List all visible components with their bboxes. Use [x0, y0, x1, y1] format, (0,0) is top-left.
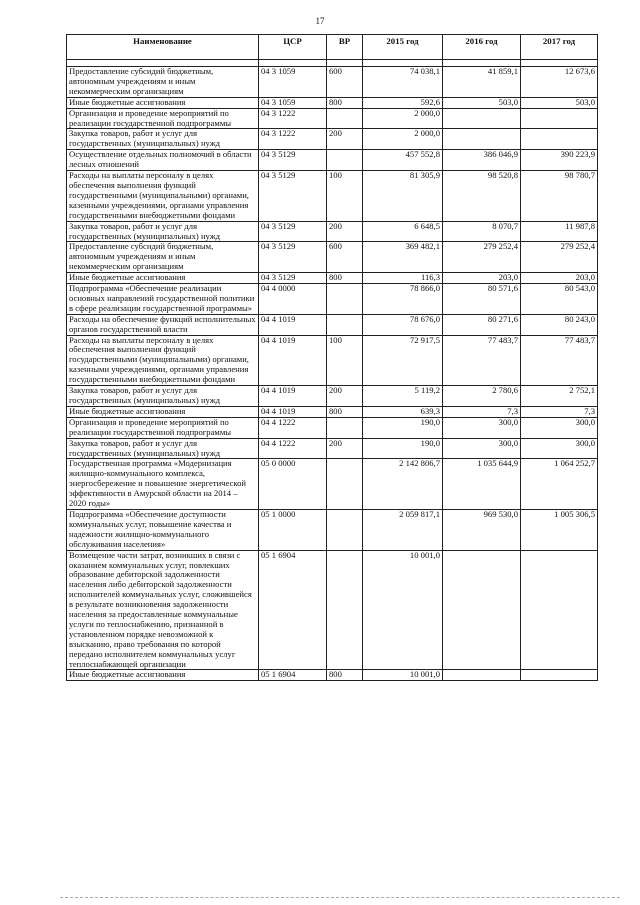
cell-vr: 200: [327, 221, 363, 242]
table-header-row: [67, 35, 598, 60]
cell-2017: 11 987,8: [521, 221, 598, 242]
cell-csr: 05 1 0000: [259, 509, 327, 550]
cell-name: Предоставление субсидий бюджетным, автономным учреждениям и иным некоммерческим организациям: [67, 67, 259, 98]
cell-2016: [443, 670, 521, 681]
cell-2015: 10 001,0: [363, 550, 443, 670]
cell-csr: 04 3 1222: [259, 129, 327, 150]
table-row: [67, 284, 598, 315]
cell-csr: 04 4 1222: [259, 417, 327, 438]
cell-vr: 600: [327, 67, 363, 98]
cell-2016: 80 271,6: [443, 314, 521, 335]
cell-name: Расходы на обеспечение функций исполнительных органов государственной власти: [67, 314, 259, 335]
cell-2015: 2 059 817,1: [363, 509, 443, 550]
cell-name: Предоставление субсидий бюджетным, автономным учреждениям и иным некоммерческим организациям: [67, 242, 259, 273]
table-row: [67, 386, 598, 407]
cell-csr: 04 3 5129: [259, 171, 327, 222]
page-number: 17: [315, 16, 325, 26]
cell-vr: 200: [327, 386, 363, 407]
cell-name: Закупка товаров, работ и услуг для государственных (муниципальных) нужд: [67, 438, 259, 459]
cell-name: Подпрограмма «Обеспечение доступности коммунальных услуг, повышение качества и надежности жилищно-коммунального обслуживания населения»: [67, 509, 259, 550]
cell-2016: [443, 108, 521, 129]
table-row: [67, 459, 598, 510]
table-row: [67, 550, 598, 670]
header-name: Наименование: [67, 35, 259, 60]
cell-2017: 12 673,6: [521, 67, 598, 98]
cell-vr: 800: [327, 273, 363, 284]
cell-csr: 04 3 5129: [259, 273, 327, 284]
cell-name: Расходы на выплаты персоналу в целях обеспечения выполнения функций государственными (муниципальными) органами, казенными учреждениями, органами управления государственными внебюджетными фондами: [67, 335, 259, 386]
table-row: [67, 314, 598, 335]
cell-2015: 369 482,1: [363, 242, 443, 273]
cell-2015: 78 676,0: [363, 314, 443, 335]
cell-2017: [521, 670, 598, 681]
cell-2017: 203,0: [521, 273, 598, 284]
cell-name: Закупка товаров, работ и услуг для государственных (муниципальных) нужд: [67, 221, 259, 242]
table-row: [67, 171, 598, 222]
cell-2015: 190,0: [363, 417, 443, 438]
cell-2016: 77 483,7: [443, 335, 521, 386]
header-vr: ВР: [327, 35, 363, 60]
cell-csr: 04 4 1019: [259, 335, 327, 386]
cell-2017: 300,0: [521, 417, 598, 438]
table-row: [67, 67, 598, 98]
cell-2016: 98 520,8: [443, 171, 521, 222]
cell-2017: 503,0: [521, 97, 598, 108]
header-csr: ЦСР: [259, 35, 327, 60]
page-bottom-edge: [60, 897, 620, 898]
cell-2016: 2 780,6: [443, 386, 521, 407]
cell-2015: 72 917,5: [363, 335, 443, 386]
header-2015: 2015 год: [363, 35, 443, 60]
cell-vr: [327, 550, 363, 670]
cell-2016: 386 046,9: [443, 150, 521, 171]
cell-vr: [327, 509, 363, 550]
cell-csr: 05 1 6904: [259, 670, 327, 681]
cell-name: Закупка товаров, работ и услуг для государственных (муниципальных) нужд: [67, 386, 259, 407]
cell-2017: 80 243,0: [521, 314, 598, 335]
cell-name: Организация и проведение мероприятий по реализации государственной подпрограммы: [67, 417, 259, 438]
cell-vr: 800: [327, 406, 363, 417]
cell-vr: [327, 417, 363, 438]
table-row: [67, 273, 598, 284]
cell-vr: 200: [327, 438, 363, 459]
cell-2016: [443, 129, 521, 150]
table-row: [67, 438, 598, 459]
cell-name: Государственная программа «Модернизация жилищно-коммунального комплекса, энергосбережение и повышение энергетической эффективности в Амурской области на 2014 – 2020 годы»: [67, 459, 259, 510]
cell-2015: 592,6: [363, 97, 443, 108]
cell-2015: 2 142 806,7: [363, 459, 443, 510]
cell-csr: 04 3 1222: [259, 108, 327, 129]
cell-csr: 04 3 1059: [259, 97, 327, 108]
cell-name: Возмещение части затрат, возникших в связи с оказанием коммунальных услуг, повлекших образование дебиторской задолженности населения либо дебиторской задолженности исполнителей коммунальных услуг, сложившейся в результате возникновения задолженности населения за предоставленные коммунальные услуги по теплоснабжению, признанной в установленном порядке невозможной к взысканию, право требования по которой передано исполнителем коммунальных услуг теплоснабжающей организации: [67, 550, 259, 670]
cell-vr: 800: [327, 97, 363, 108]
cell-2017: 7,3: [521, 406, 598, 417]
cell-2016: 300,0: [443, 417, 521, 438]
cell-csr: 05 1 6904: [259, 550, 327, 670]
cell-2015: 78 866,0: [363, 284, 443, 315]
cell-vr: 100: [327, 171, 363, 222]
cell-vr: 200: [327, 129, 363, 150]
cell-vr: 600: [327, 242, 363, 273]
cell-2016: 203,0: [443, 273, 521, 284]
table-row: [67, 417, 598, 438]
table-row: [67, 150, 598, 171]
cell-2017: 300,0: [521, 438, 598, 459]
cell-2017: 2 752,1: [521, 386, 598, 407]
cell-2016: [443, 550, 521, 670]
cell-2017: 279 252,4: [521, 242, 598, 273]
cell-2016: 1 035 644,9: [443, 459, 521, 510]
cell-2015: 639,3: [363, 406, 443, 417]
cell-2015: 6 648,5: [363, 221, 443, 242]
cell-csr: 04 3 5129: [259, 150, 327, 171]
cell-2015: 5 119,2: [363, 386, 443, 407]
cell-name: Закупка товаров, работ и услуг для государственных (муниципальных) нужд: [67, 129, 259, 150]
cell-2015: 2 000,0: [363, 108, 443, 129]
cell-2016: 7,3: [443, 406, 521, 417]
cell-vr: 100: [327, 335, 363, 386]
cell-vr: [327, 108, 363, 129]
header-2016: 2016 год: [443, 35, 521, 60]
header-2017: 2017 год: [521, 35, 598, 60]
cell-name: Иные бюджетные ассигнования: [67, 97, 259, 108]
cell-name: Осуществление отдельных полномочий в области лесных отношений: [67, 150, 259, 171]
table-gap-row: [67, 60, 598, 67]
cell-name: Подпрограмма «Обеспечение реализации основных направлений государственной политики в сфере реализации государственной программы»: [67, 284, 259, 315]
table-row: [67, 242, 598, 273]
cell-csr: 04 3 5129: [259, 221, 327, 242]
cell-2015: 2 000,0: [363, 129, 443, 150]
cell-csr: 04 4 1019: [259, 406, 327, 417]
table-row: [67, 129, 598, 150]
cell-2017: 390 223,9: [521, 150, 598, 171]
table-row: [67, 108, 598, 129]
cell-2015: 74 038,1: [363, 67, 443, 98]
cell-vr: [327, 150, 363, 171]
cell-vr: 800: [327, 670, 363, 681]
cell-csr: 04 3 1059: [259, 67, 327, 98]
cell-2015: 457 552,8: [363, 150, 443, 171]
cell-2016: 279 252,4: [443, 242, 521, 273]
table-row: [67, 97, 598, 108]
cell-2017: 1 005 306,5: [521, 509, 598, 550]
cell-2016: 300,0: [443, 438, 521, 459]
cell-name: Иные бюджетные ассигнования: [67, 273, 259, 284]
cell-csr: 04 4 0000: [259, 284, 327, 315]
table-row: [67, 221, 598, 242]
cell-vr: [327, 459, 363, 510]
cell-vr: [327, 284, 363, 315]
cell-2017: 80 543,0: [521, 284, 598, 315]
cell-csr: 05 0 0000: [259, 459, 327, 510]
cell-name: Расходы на выплаты персоналу в целях обеспечения выполнения функций государственными (муниципальными) органами, казенными учреждениями, органами управления государственными внебюджетными фондами: [67, 171, 259, 222]
budget-table: [66, 34, 598, 681]
cell-2016: 80 571,6: [443, 284, 521, 315]
table-row: [67, 335, 598, 386]
cell-name: Иные бюджетные ассигнования: [67, 670, 259, 681]
table-row: [67, 406, 598, 417]
cell-2015: 190,0: [363, 438, 443, 459]
cell-vr: [327, 314, 363, 335]
table-row: [67, 509, 598, 550]
cell-2016: 8 070,7: [443, 221, 521, 242]
cell-2016: 969 530,0: [443, 509, 521, 550]
table-row: [67, 670, 598, 681]
cell-csr: 04 4 1222: [259, 438, 327, 459]
cell-2017: 1 064 252,7: [521, 459, 598, 510]
cell-2017: [521, 108, 598, 129]
cell-csr: 04 3 5129: [259, 242, 327, 273]
cell-name: Иные бюджетные ассигнования: [67, 406, 259, 417]
cell-2017: 77 483,7: [521, 335, 598, 386]
cell-2015: 81 305,9: [363, 171, 443, 222]
cell-2016: 41 859,1: [443, 67, 521, 98]
cell-2016: 503,0: [443, 97, 521, 108]
cell-csr: 04 4 1019: [259, 386, 327, 407]
cell-2017: [521, 550, 598, 670]
cell-csr: 04 4 1019: [259, 314, 327, 335]
cell-name: Организация и проведение мероприятий по реализации государственной подпрограммы: [67, 108, 259, 129]
cell-2017: 98 780,7: [521, 171, 598, 222]
cell-2017: [521, 129, 598, 150]
cell-2015: 10 001,0: [363, 670, 443, 681]
cell-2015: 116,3: [363, 273, 443, 284]
